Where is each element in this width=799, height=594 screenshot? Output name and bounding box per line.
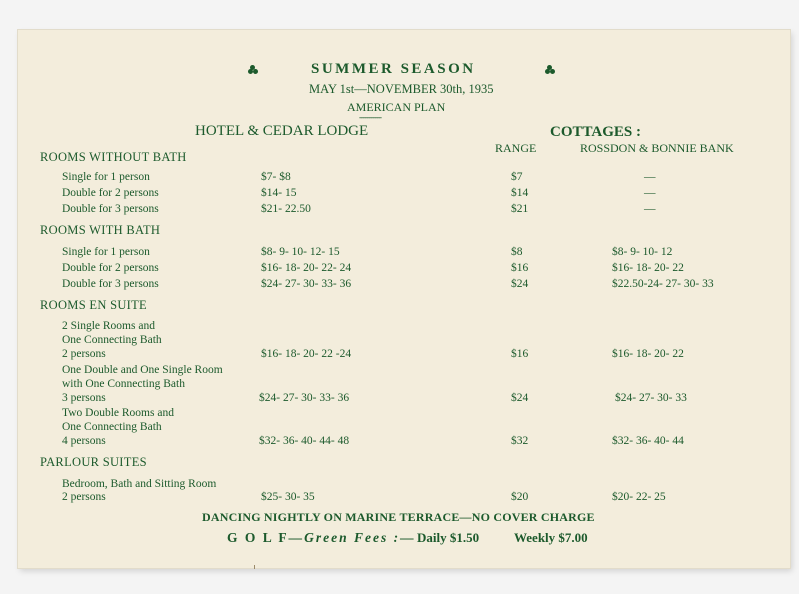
suite-line: Bedroom, Bath and Sitting Room [62, 478, 217, 490]
row-rossdon-price: $22.50-24- 27- 30- 33 [612, 278, 714, 290]
season-dates: MAY 1st—NOVEMBER 30th, 1935 [309, 82, 494, 96]
clover-ornament-left-icon [248, 65, 258, 75]
row-rossdon-price: $8- 9- 10- 12 [612, 246, 673, 258]
row-range-price: $24 [511, 278, 529, 290]
fold-mark [254, 565, 255, 569]
range-column-header: RANGE [495, 141, 537, 155]
row-label: Single for 1 person [62, 246, 150, 258]
suite-line: One Connecting Bath [62, 334, 162, 346]
row-hotel-price: $14- 15 [261, 187, 297, 199]
row-range-price: $14 [511, 187, 529, 199]
row-range-price: $8 [511, 246, 523, 258]
menu-card [18, 30, 790, 568]
row-range-price: $7 [511, 171, 523, 183]
suite-line: One Connecting Bath [62, 421, 162, 433]
row-label: Double for 3 persons [62, 278, 159, 290]
row-range-price: $20 [511, 491, 529, 503]
row-hotel-price: $32- 36- 40- 44- 48 [259, 435, 350, 447]
row-range-price: $16 [511, 262, 529, 274]
plan-label: AMERICAN PLAN [347, 100, 446, 114]
row-hotel-price: $25- 30- 35 [261, 491, 315, 503]
suite-line: 2 Single Rooms and [62, 320, 155, 332]
row-rossdon-price: — [644, 203, 656, 215]
row-rossdon-price: $16- 18- 20- 22 [612, 348, 684, 360]
dancing-notice: DANCING NIGHTLY ON MARINE TERRACE—NO COVER CHARGE [202, 510, 595, 524]
row-rossdon-price: $16- 18- 20- 22 [612, 262, 684, 274]
green-fees-label: —Green Fees :— [288, 530, 416, 545]
row-rossdon-price: $32- 36- 40- 44 [612, 435, 684, 447]
suite-line: 2 persons [62, 348, 106, 360]
section-title-parlour: PARLOUR SUITES [40, 455, 147, 469]
row-range-price: $32 [511, 435, 529, 447]
hotel-column-header: HOTEL & CEDAR LODGE [195, 123, 369, 139]
row-label: Single for 1 person [62, 171, 150, 183]
row-rossdon-price: — [644, 171, 656, 183]
header-rule: ----------- [359, 112, 381, 122]
suite-line: 4 persons [62, 435, 106, 447]
season-title: SUMMER SEASON [311, 61, 476, 77]
golf-label: G O L F [227, 530, 289, 545]
row-range-price: $16 [511, 348, 529, 360]
row-hotel-price: $7- $8 [261, 171, 291, 183]
row-hotel-price: $8- 9- 10- 12- 15 [261, 246, 340, 258]
row-hotel-price: $21- 22.50 [261, 203, 311, 215]
suite-line: with One Connecting Bath [62, 378, 185, 390]
rossdon-column-header: ROSSDON & BONNIE BANK [580, 141, 734, 155]
suite-line: 3 persons [62, 392, 106, 404]
section-title-with-bath: ROOMS WITH BATH [40, 223, 161, 237]
row-range-price: $21 [511, 203, 529, 215]
section-title-en-suite: ROOMS EN SUITE [40, 298, 147, 312]
cottages-column-header: COTTAGES : [550, 124, 641, 140]
suite-line: One Double and One Single Room [62, 364, 223, 376]
row-hotel-price: $24- 27- 30- 33- 36 [261, 278, 352, 290]
section-title-without-bath: ROOMS WITHOUT BATH [40, 150, 187, 164]
row-label: Double for 3 persons [62, 203, 159, 215]
golf-line [227, 529, 416, 547]
suite-line: Two Double Rooms and [62, 407, 174, 419]
row-hotel-price: $16- 18- 20- 22- 24 [261, 262, 352, 274]
golf-daily-fee: Daily $1.50 [417, 530, 480, 545]
suite-line: 2 persons [62, 491, 106, 503]
row-label: Double for 2 persons [62, 187, 159, 199]
row-rossdon-price: $20- 22- 25 [612, 491, 666, 503]
clover-ornament-right-icon [545, 65, 555, 75]
row-hotel-price: $24- 27- 30- 33- 36 [259, 392, 350, 404]
row-hotel-price: $16- 18- 20- 22 -24 [261, 348, 352, 360]
golf-weekly-fee: Weekly $7.00 [514, 530, 588, 545]
row-rossdon-price: — [644, 187, 656, 199]
row-rossdon-price: $24- 27- 30- 33 [615, 392, 687, 404]
row-range-price: $24 [511, 392, 529, 404]
row-label: Double for 2 persons [62, 262, 159, 274]
